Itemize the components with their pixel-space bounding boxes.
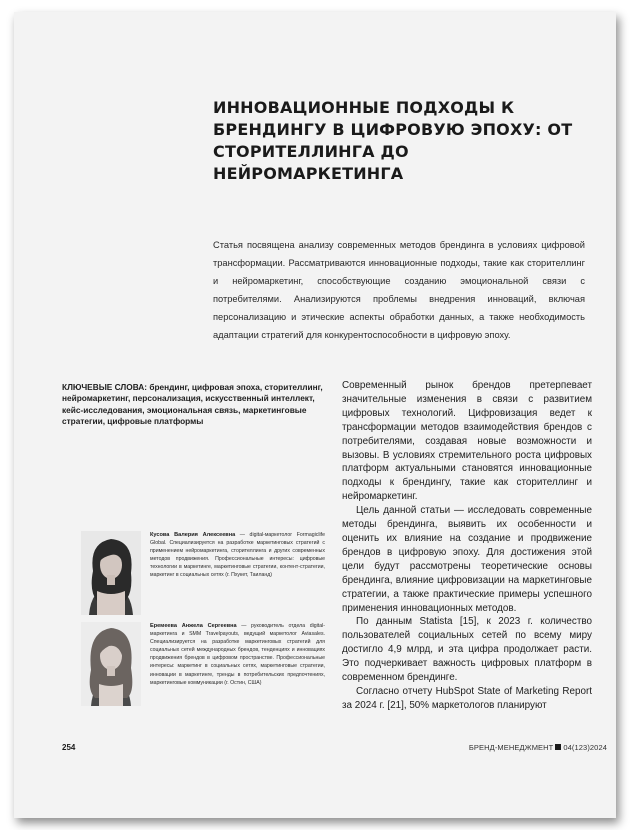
author-desc-2: — руководитель отдела digital-маркетинга и SMM Travelpayouts, ведущий маркетолог Aviasales. Специализируется на разработке маркетинговых стратегий для социальных сетей международных брендов, тенденциях и инновациях продвижения брендов в цифровом пространстве. Профессиональные интересы: маркетинг в социальных сетях, маркетинговые стратегии, инновации в маркетинге, тренды в потребительских предпочтениях, маркетинговые коммуникации (г. Остин, США) <box>150 623 325 686</box>
journal-name: БРЕНД-МЕНЕДЖМЕНТ <box>468 743 554 752</box>
article-body <box>342 379 592 713</box>
journal-footer <box>469 743 607 752</box>
author-bio-2 <box>150 622 325 687</box>
body-paragraph-1: Современный рынок брендов претерпевает значительные изменения в связи с развитием цифровых технологий. Цифровизация ведет к трансформации методов взаимодействия брендов с потребителями, создавая новые возможности и вызовы. В условиях стремительного роста цифровых платформ актуальными становятся инновационные подходы к брендингу, такие как сторителлинг и нейромаркетинг. <box>342 380 592 503</box>
article-abstract: Статья посвящена анализу современных методов брендинга в условиях цифровой трансформации. Рассматриваются инновационные подходы, такие как сторителлинг и нейромаркетинг, способствующие созданию эмоциональной связи с потребителями. Анализируются проблемы внедрения инноваций, включая персонализацию и этические аспекты обработки данных, а также необходимость адаптации стратегий для конкурентоспособности в цифровую эпоху. <box>213 240 585 340</box>
square-separator-icon <box>555 744 561 750</box>
body-paragraph-3: По данным Statista [15], к 2023 г. количество пользователей социальных сетей по всему миру достигло 4,9 млрд, и эта цифра продолжает расти. Это подчеркивает важность цифровых платформ в современном брендинге. <box>342 616 592 684</box>
body-paragraph-2: Цель данной статьи — исследовать современные методы брендинга, выявить их особенности и оценить их влияние на создание и продвижение брендов в цифровую эпоху. Для достижения этой цели будут рассмотрены теоретические основы брендинга, влияние цифровизации на маркетинговые стратегии, а также практические примеры успешного применения инновационных методов. <box>342 505 592 614</box>
author-block-1 <box>62 531 332 615</box>
article-title: ИННОВАЦИОННЫЕ ПОДХОДЫ К БРЕНДИНГУ В ЦИФРОВУЮ ЭПОХУ: ОТ СТОРИТЕЛЛИНГА ДО НЕЙРОМАРКЕТИНГА <box>213 98 573 183</box>
page-number: 254 <box>62 743 76 752</box>
author-name-2: Еремеева Анжела Сергеевна <box>150 623 237 629</box>
journal-issue: 04(123)2024 <box>563 743 607 752</box>
keywords: КЛЮЧЕВЫЕ СЛОВА: брендинг, цифровая эпоха, сторителлинг, нейромаркетинг, персонализация, искусственный интеллект, кейс-исследования, эмоциональная связь, маркетинговые стратегии, цифровые платформы <box>62 382 323 426</box>
author-bio-1 <box>150 531 325 580</box>
author-photo-2 <box>81 622 141 706</box>
author-desc-1: — digital-маркетолог Formagiclife Global. Специализируется на разработке маркетинговых стратегий с применением нейромаркетинга, сторителлинга и других современных методов продвижения. Профессиональные интересы: цифровые технологии в маркетинге, маркетинговые стратегии, контент-стратегии, маркетинг в социальных сетях (г. Пхукет, Таиланд) <box>150 532 325 579</box>
body-paragraph-4: Согласно отчету HubSpot State of Marketing Report за 2024 г. [21], 50% маркетологов планируют <box>342 685 592 711</box>
author-photo-1 <box>81 531 141 615</box>
author-block-2 <box>62 622 332 706</box>
author-name-1: Кусова Валерия Алексеевна <box>150 532 236 538</box>
